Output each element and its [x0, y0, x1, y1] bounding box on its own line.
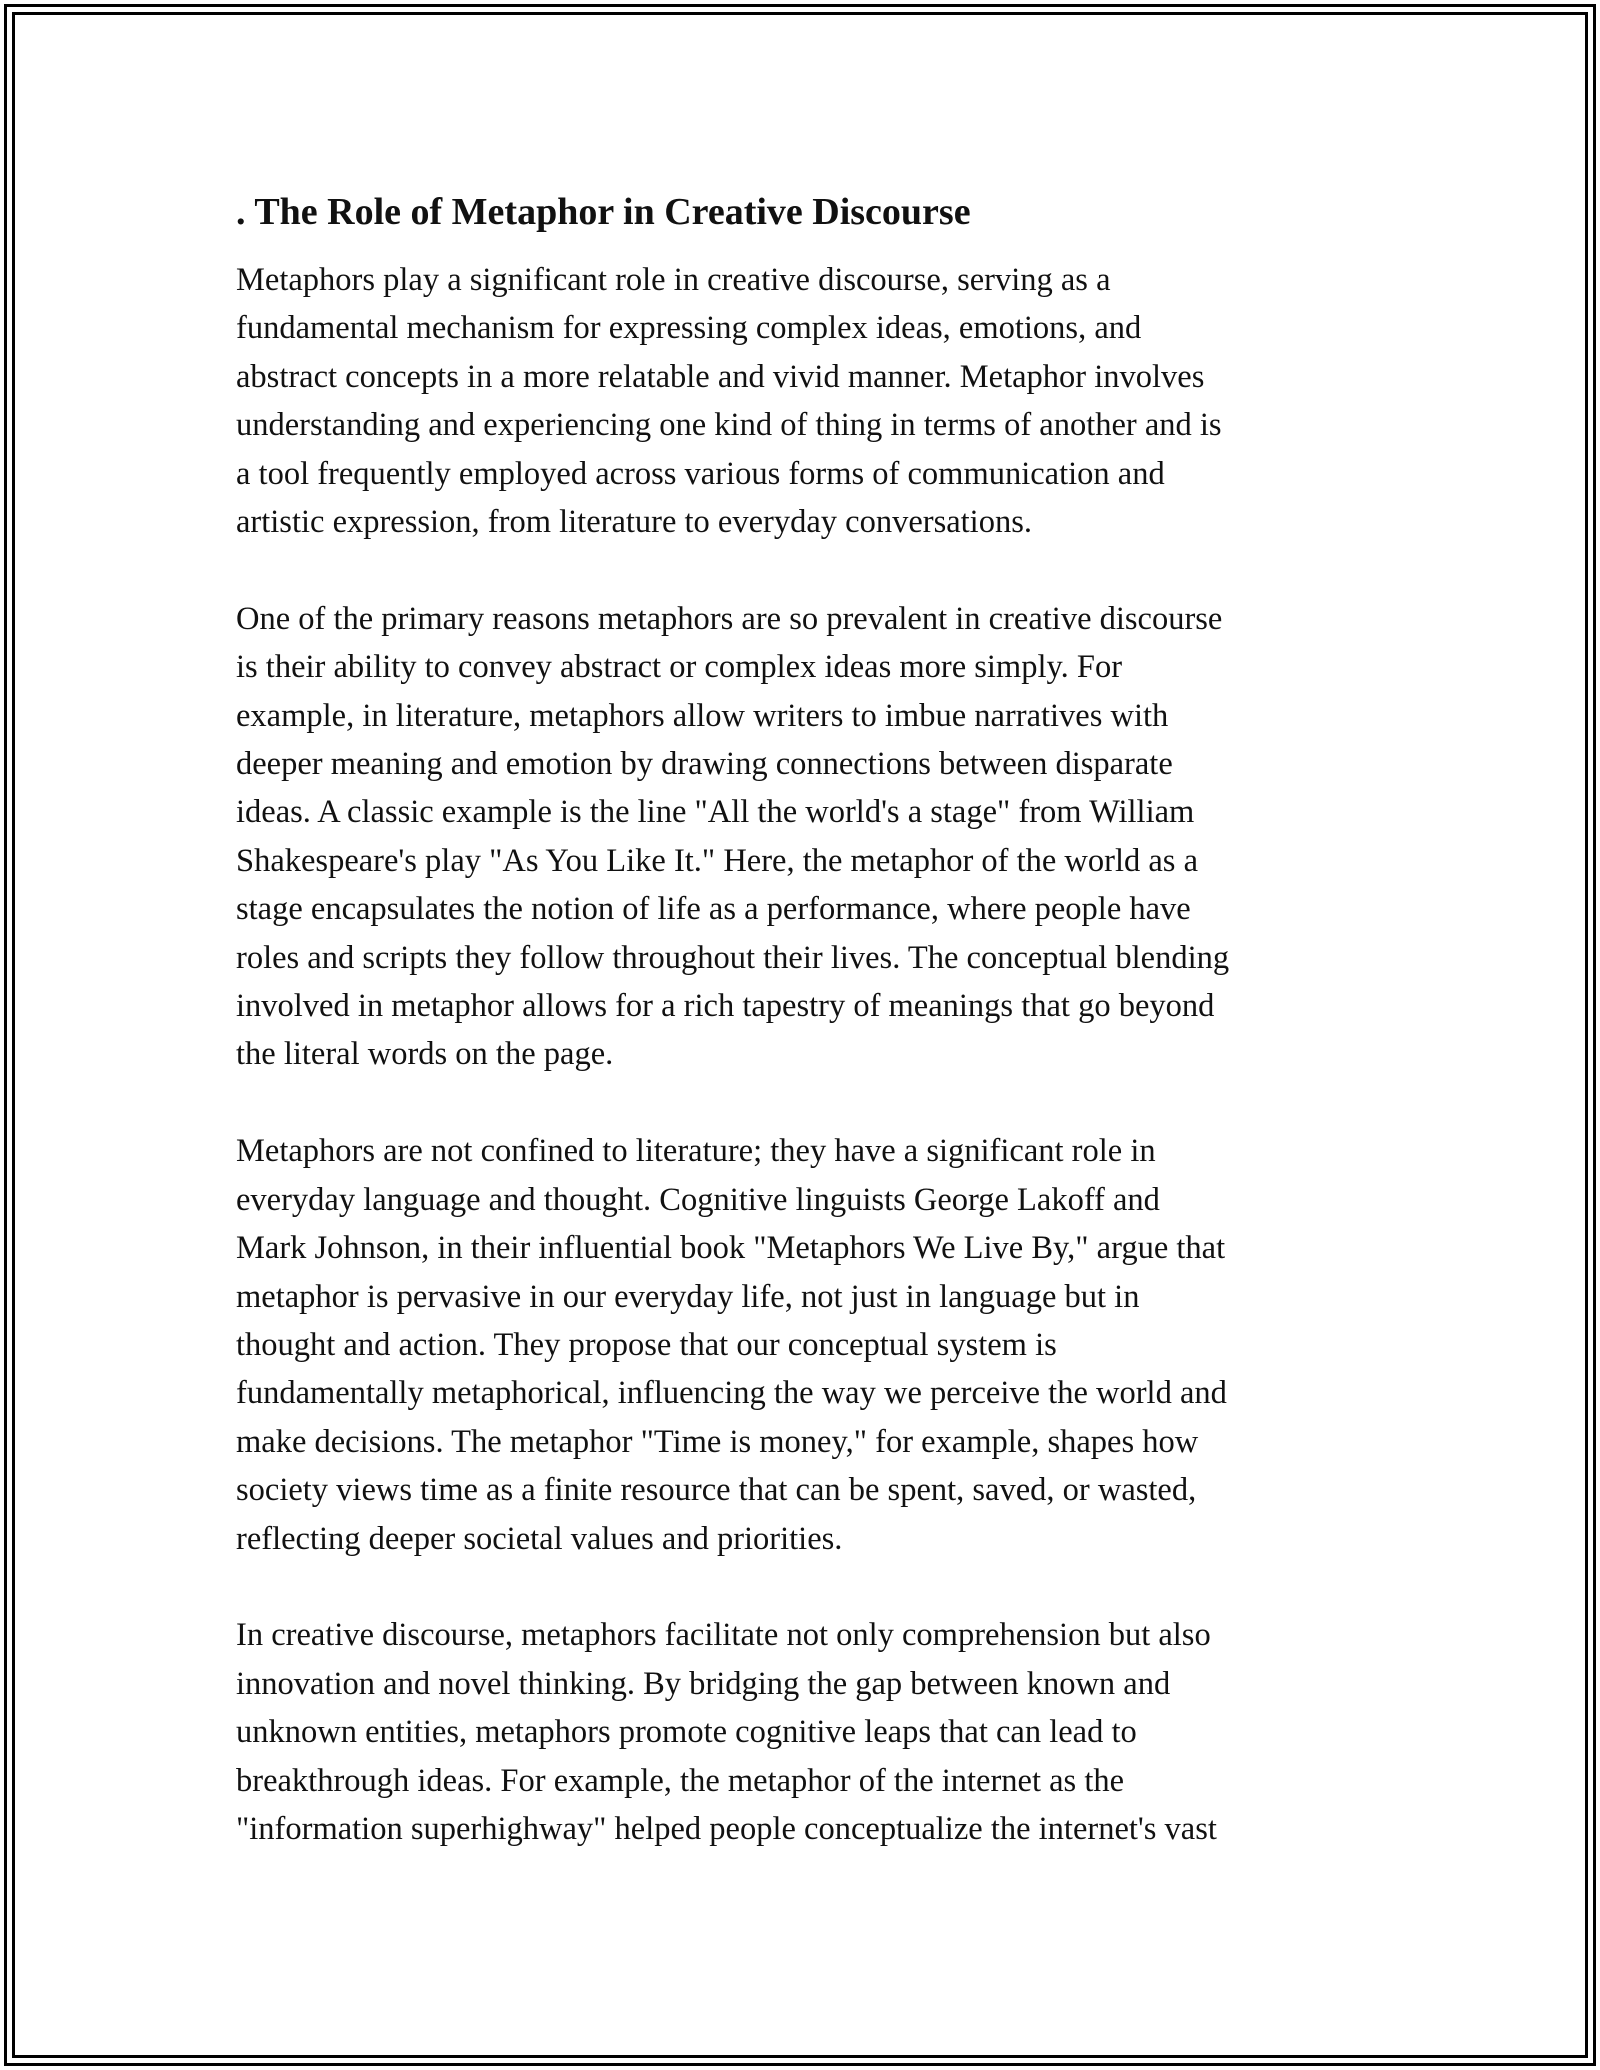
paragraph-3 [236, 1127, 1366, 1563]
text-line: Metaphors are not confined to literature; they have a significant role in [236, 1133, 1156, 1170]
text-line: "information superhighway" helped people conceptualize the internet's vast [236, 1810, 1217, 1847]
text-line: make decisions. The metaphor "Time is money," for example, shapes how [236, 1423, 1199, 1460]
text-line: is their ability to convey abstract or complex ideas more simply. For [236, 649, 1123, 686]
text-line: Mark Johnson, in their influential book "Metaphors We Live By," argue that [236, 1230, 1226, 1267]
text-line: everyday language and thought. Cognitive linguists George Lakoff and [236, 1181, 1160, 1218]
text-line: abstract concepts in a more relatable and vivid manner. Metaphor involves [236, 358, 1205, 395]
text-line: a tool frequently employed across various forms of communication and [236, 455, 1165, 492]
text-line: metaphor is pervasive in our everyday life, not just in language but in [236, 1278, 1140, 1315]
text-line: thought and action. They propose that our conceptual system is [236, 1326, 1057, 1363]
paragraph-4 [236, 1611, 1366, 1853]
text-line: artistic expression, from literature to everyday conversations. [236, 504, 1032, 541]
text-line: unknown entities, metaphors promote cognitive leaps that can lead to [236, 1714, 1137, 1751]
text-line: example, in literature, metaphors allow writers to imbue narratives with [236, 697, 1169, 734]
text-line: involved in metaphor allows for a rich tapestry of meanings that go beyond [236, 988, 1215, 1025]
text-line: roles and scripts they follow throughout their lives. The conceptual blending [236, 939, 1230, 976]
text-line: One of the primary reasons metaphors are so prevalent in creative discourse [236, 600, 1223, 637]
text-line: deeper meaning and emotion by drawing connections between disparate [236, 746, 1173, 783]
text-line: the literal words on the page. [236, 1036, 614, 1073]
text-line: Metaphors play a significant role in creative discourse, serving as a [236, 262, 1111, 298]
text-line: breakthrough ideas. For example, the metaphor of the internet as the [236, 1762, 1125, 1799]
text-line: In creative discourse, metaphors facilitate not only comprehension but also [236, 1617, 1211, 1654]
text-line: Shakespeare's play "As You Like It." Here, the metaphor of the world as a [236, 842, 1199, 879]
text-line: innovation and novel thinking. By bridging the gap between known and [236, 1665, 1171, 1702]
document-body [236, 186, 1366, 1902]
text-line: ideas. A classic example is the line "All the world's a stage" from William [236, 794, 1195, 831]
paragraph-2 [236, 595, 1366, 1079]
section-heading: . The Role of Metaphor in Creative Discourse [236, 191, 971, 233]
paragraph-1 [236, 256, 1366, 546]
text-line: stage encapsulates the notion of life as a performance, where people have [236, 891, 1191, 928]
text-line: understanding and experiencing one kind of thing in terms of another and is [236, 407, 1222, 444]
text-line: society views time as a finite resource that can be spent, saved, or wasted, [236, 1472, 1197, 1509]
text-line: fundamentally metaphorical, influencing the way we perceive the world and [236, 1375, 1227, 1412]
text-line: fundamental mechanism for expressing complex ideas, emotions, and [236, 310, 1142, 347]
text-line: reflecting deeper societal values and priorities. [236, 1520, 843, 1557]
